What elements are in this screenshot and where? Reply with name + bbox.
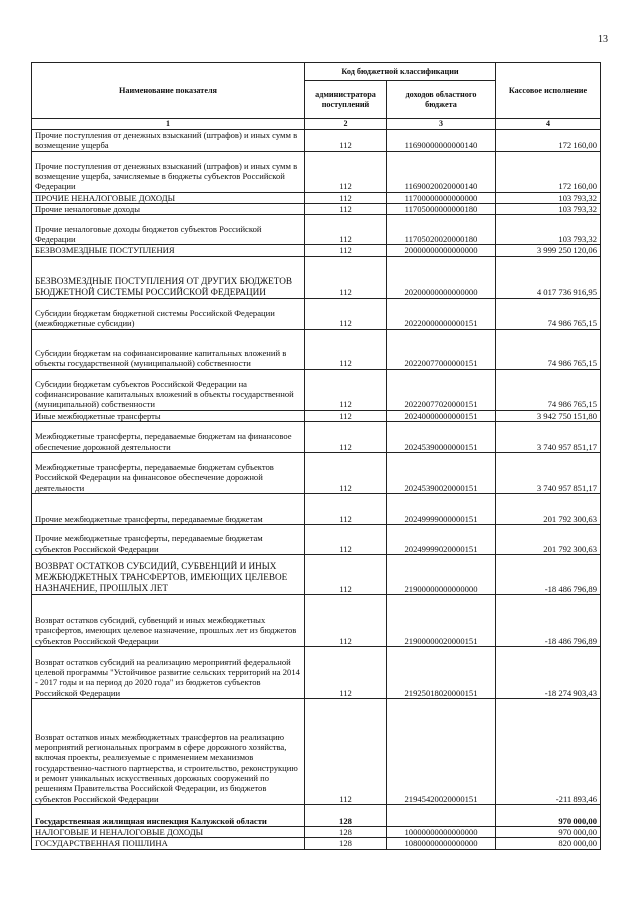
row-amount: 172 160,00 (496, 130, 601, 152)
row-code: 20245390020000151 (387, 452, 496, 493)
row-name: БЕЗВОЗМЕЗДНЫЕ ПОСТУПЛЕНИЯ ОТ ДРУГИХ БЮДЖЕТОВ БЮДЖЕТНОЙ СИСТЕМЫ РОССИЙСКОЙ ФЕДЕРАЦИИ (32, 256, 305, 298)
row-name: Прочие поступления от денежных взысканий (штрафов) и иных сумм в возмещение ущерба (32, 130, 305, 152)
row-amount: 4 017 736 916,95 (496, 256, 601, 298)
row-code: 10800000000000000 (387, 838, 496, 849)
table-row (32, 646, 601, 698)
row-amount: 103 793,32 (496, 192, 601, 203)
row-amount: -18 486 796,89 (496, 554, 601, 594)
col-number: 4 (496, 119, 601, 130)
row-amount: 103 793,32 (496, 203, 601, 214)
table-row (32, 215, 601, 245)
table-row (32, 151, 601, 192)
row-admin: 112 (305, 452, 387, 493)
row-amount: 3 999 250 120,06 (496, 245, 601, 256)
table-row (32, 329, 601, 369)
table-row (32, 369, 601, 410)
table-row (32, 493, 601, 524)
row-code: 10000000000000000 (387, 826, 496, 837)
table-row (32, 410, 601, 421)
row-code: 21925018020000151 (387, 646, 496, 698)
table-row (32, 192, 601, 203)
row-name: Возврат остатков субсидий на реализацию мероприятий федеральной целевой программы "Устойчивое развитие сельских территорий на 2014 - 2017 годы и на период до 2020 года" из бюджетов субъектов Российской Федерации (32, 646, 305, 698)
budget-revenue-table (31, 62, 601, 850)
row-name: Прочие межбюджетные трансферты, передаваемые бюджетам (32, 493, 305, 524)
row-code: 11700000000000000 (387, 192, 496, 203)
row-code: 11690020020000140 (387, 151, 496, 192)
row-admin: 112 (305, 369, 387, 410)
table-row (32, 452, 601, 493)
table-row (32, 298, 601, 329)
row-code: 20220000000000151 (387, 298, 496, 329)
row-amount: 970 000,00 (496, 804, 601, 826)
row-amount: -18 486 796,89 (496, 594, 601, 646)
row-admin: 128 (305, 804, 387, 826)
row-name: НАЛОГОВЫЕ И НЕНАЛОГОВЫЕ ДОХОДЫ (32, 826, 305, 837)
row-amount: 172 160,00 (496, 151, 601, 192)
col-number: 2 (305, 119, 387, 130)
row-code: 20000000000000000 (387, 245, 496, 256)
row-admin: 112 (305, 298, 387, 329)
row-amount: -18 274 903,43 (496, 646, 601, 698)
row-code (387, 804, 496, 826)
col-number: 1 (32, 119, 305, 130)
row-name: БЕЗВОЗМЕЗДНЫЕ ПОСТУПЛЕНИЯ (32, 245, 305, 256)
row-amount: 74 986 765,15 (496, 329, 601, 369)
row-code: 11705020020000180 (387, 215, 496, 245)
row-name: Прочие поступления от денежных взысканий (штрафов) и иных сумм в возмещение ущерба, зачисляемые в бюджеты субъектов Российской Федерации (32, 151, 305, 192)
row-amount: -211 893,46 (496, 698, 601, 804)
row-name: ГОСУДАРСТВЕННАЯ ПОШЛИНА (32, 838, 305, 849)
row-amount: 74 986 765,15 (496, 298, 601, 329)
row-name: Прочие межбюджетные трансферты, передаваемые бюджетам субъектов Российской Федерации (32, 524, 305, 554)
row-code: 21900000020000151 (387, 594, 496, 646)
row-admin: 112 (305, 215, 387, 245)
header-budget-classification: Код бюджетной классификации (305, 63, 496, 81)
page-number: 13 (598, 34, 608, 45)
table-row (32, 826, 601, 837)
row-amount: 3 740 957 851,17 (496, 452, 601, 493)
table-row (32, 804, 601, 826)
col-number: 3 (387, 119, 496, 130)
row-amount: 201 792 300,63 (496, 493, 601, 524)
row-name: ВОЗВРАТ ОСТАТКОВ СУБСИДИЙ, СУБВЕНЦИЙ И ИНЫХ МЕЖБЮДЖЕТНЫХ ТРАНСФЕРТОВ, ИМЕЮЩИХ ЦЕЛЕВОЕ НАЗНАЧЕНИЕ, ПРОШЛЫХ ЛЕТ (32, 554, 305, 594)
row-name: Субсидии бюджетам на софинансирование капитальных вложений в объекты государственной (муниципальной) собственности (32, 329, 305, 369)
row-admin: 112 (305, 192, 387, 203)
row-admin: 112 (305, 421, 387, 452)
row-admin: 112 (305, 256, 387, 298)
row-name: Прочие неналоговые доходы бюджетов субъектов Российской Федерации (32, 215, 305, 245)
row-name: Межбюджетные трансферты, передаваемые бюджетам субъектов Российской Федерации на финансовое обеспечение дорожной деятельности (32, 452, 305, 493)
header-name: Наименование показателя (32, 63, 305, 119)
row-admin: 128 (305, 838, 387, 849)
row-amount: 3 942 750 151,80 (496, 410, 601, 421)
row-amount: 820 000,00 (496, 838, 601, 849)
row-name: Прочие неналоговые доходы (32, 203, 305, 214)
table-row (32, 203, 601, 214)
table-row (32, 130, 601, 152)
table-row (32, 554, 601, 594)
row-name: Субсидии бюджетам субъектов Российской Федерации на софинансирование капитальных вложений в объекты государственной (муниципальной) собственности (32, 369, 305, 410)
row-admin: 112 (305, 203, 387, 214)
row-name: Межбюджетные трансферты, передаваемые бюджетам на финансовое обеспечение дорожной деятельности (32, 421, 305, 452)
row-admin: 112 (305, 151, 387, 192)
table-row (32, 698, 601, 804)
table-row (32, 256, 601, 298)
row-code: 11690000000000140 (387, 130, 496, 152)
row-amount: 3 740 957 851,17 (496, 421, 601, 452)
row-amount: 970 000,00 (496, 826, 601, 837)
row-amount: 74 986 765,15 (496, 369, 601, 410)
header-admin: администратора поступлений (305, 81, 387, 119)
row-code: 20249999020000151 (387, 524, 496, 554)
row-admin: 112 (305, 646, 387, 698)
row-admin: 128 (305, 826, 387, 837)
table-row (32, 524, 601, 554)
row-code: 21945420020000151 (387, 698, 496, 804)
row-code: 20240000000000151 (387, 410, 496, 421)
row-admin: 112 (305, 524, 387, 554)
row-amount: 201 792 300,63 (496, 524, 601, 554)
row-code: 21900000000000000 (387, 554, 496, 594)
row-code: 20245390000000151 (387, 421, 496, 452)
row-code: 11705000000000180 (387, 203, 496, 214)
row-admin: 112 (305, 245, 387, 256)
row-admin: 112 (305, 698, 387, 804)
table-row (32, 594, 601, 646)
row-name: Возврат остатков иных межбюджетных трансфертов на реализацию мероприятий региональных программ в сфере дорожного хозяйства, включая проекты, реализуемые с применением механизмов государственно-частного партнерства, и строительство, реконструкцию и ремонт уникальных искусственных дорожных сооружений по решениям Правительства Российской Федерации, из бюджетов субъектов Российской Федерации (32, 698, 305, 804)
row-name: Иные межбюджетные трансферты (32, 410, 305, 421)
row-admin: 112 (305, 329, 387, 369)
table-row (32, 245, 601, 256)
row-admin: 112 (305, 594, 387, 646)
row-admin: 112 (305, 554, 387, 594)
row-code: 20200000000000000 (387, 256, 496, 298)
row-amount: 103 793,32 (496, 215, 601, 245)
row-admin: 112 (305, 493, 387, 524)
row-name: ПРОЧИЕ НЕНАЛОГОВЫЕ ДОХОДЫ (32, 192, 305, 203)
row-name: Субсидии бюджетам бюджетной системы Российской Федерации (межбюджетные субсидии) (32, 298, 305, 329)
header-income-code: доходов областного бюджета (387, 81, 496, 119)
row-code: 20220077020000151 (387, 369, 496, 410)
header-cash-execution: Кассовое исполнение (496, 63, 601, 119)
row-code: 20220077000000151 (387, 329, 496, 369)
table-row (32, 421, 601, 452)
row-admin: 112 (305, 410, 387, 421)
row-name: Возврат остатков субсидий, субвенций и иных межбюджетных трансфертов, имеющих целевое назначение, прошлых лет из бюджетов субъектов Российской Федерации (32, 594, 305, 646)
table-row (32, 838, 601, 849)
row-name: Государственная жилищная инспекция Калужской области (32, 804, 305, 826)
row-admin: 112 (305, 130, 387, 152)
row-code: 20249999000000151 (387, 493, 496, 524)
